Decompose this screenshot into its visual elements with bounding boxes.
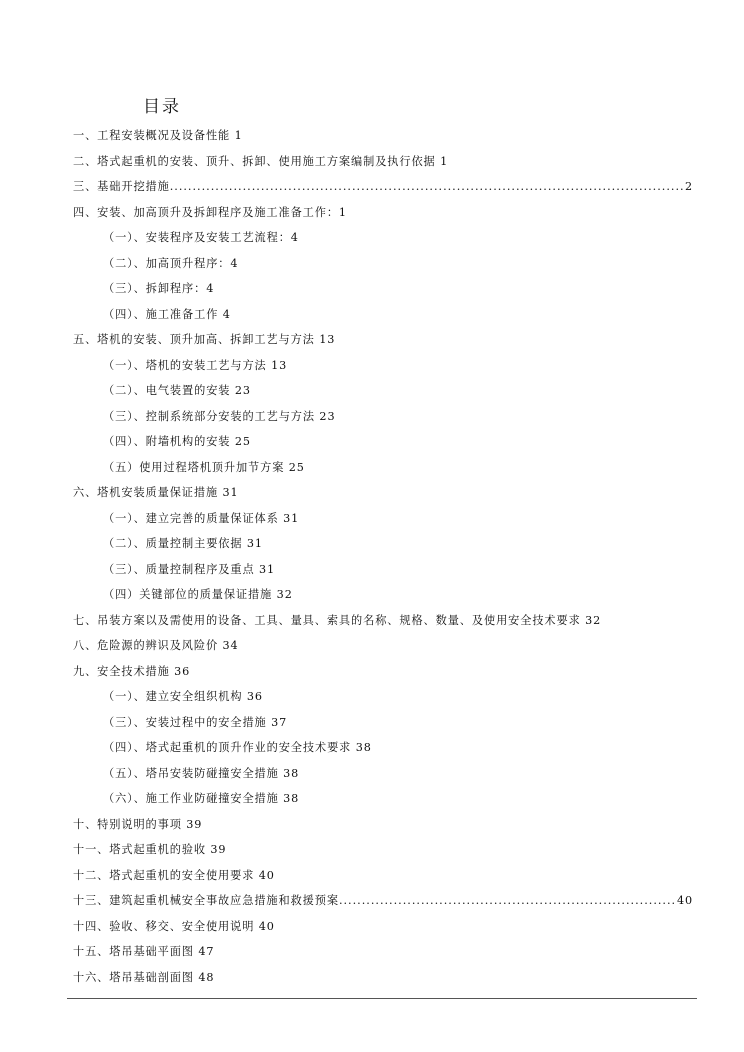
toc-entry[interactable]: 一、工程安装概况及设备性能 1: [73, 129, 243, 142]
toc-entry[interactable]: 十、特别说明的事项 39: [73, 817, 203, 831]
toc-entry-text: 三、基础开挖措施: [73, 180, 170, 193]
toc-entry[interactable]: 二、塔式起重机的安装、顶升、拆卸、使用施工方案编制及执行依据 1: [73, 154, 449, 168]
toc-entry[interactable]: 六、塔机安装质量保证措施 31: [73, 486, 239, 499]
toc-entry[interactable]: [73, 888, 693, 914]
table-of-contents: [73, 123, 693, 990]
toc-entry[interactable]: 九、安全技术措施 36: [73, 664, 191, 678]
toc-page-number: 40: [676, 894, 693, 907]
dot-leader: [170, 174, 684, 200]
toc-subentry[interactable]: （四）、附墙机构的安装 25: [103, 435, 251, 448]
toc-subentry[interactable]: （三）、拆卸程序：4: [103, 282, 215, 295]
toc-subentry[interactable]: （四）、塔式起重机的顶升作业的安全技术要求 38: [103, 741, 372, 754]
toc-entry[interactable]: 五、塔机的安装、顶升加高、拆卸工艺与方法 13: [73, 333, 336, 346]
toc-subentry[interactable]: （一）、建立安全组织机构 36: [103, 690, 263, 703]
toc-subentry[interactable]: （三）、安装过程中的安全措施 37: [103, 715, 288, 729]
toc-entry[interactable]: 十六、塔吊基础剖面图 48: [73, 970, 215, 984]
toc-subentry[interactable]: （一）、建立完善的质量保证体系 31: [103, 511, 300, 525]
page-title: 目录: [143, 97, 181, 117]
toc-entry[interactable]: 七、吊装方案以及需使用的设备、工具、量具、索具的名称、规格、数量、及使用安全技术要求 32: [73, 613, 602, 627]
toc-subentry[interactable]: （一）、安装程序及安装工艺流程：4: [103, 231, 299, 244]
toc-subentry[interactable]: （二）、加高顶升程序：4: [103, 256, 239, 270]
toc-subentry[interactable]: （四）关键部位的质量保证措施 32: [103, 588, 293, 601]
toc-subentry[interactable]: （一）、塔机的安装工艺与方法 13: [103, 358, 288, 372]
toc-entry[interactable]: [73, 174, 693, 200]
toc-subentry[interactable]: （二）、电气装置的安装 23: [103, 384, 251, 397]
toc-subentry[interactable]: （三）、质量控制程序及重点 31: [103, 562, 276, 576]
toc-subentry[interactable]: （四）、施工准备工作 4: [103, 307, 231, 321]
toc-entry[interactable]: 四、安装、加高顶升及拆卸程序及施工准备工作：1: [73, 205, 347, 219]
dot-leader: [339, 888, 676, 914]
toc-entry[interactable]: 十二、塔式起重机的安全使用要求 40: [73, 868, 275, 882]
toc-entry[interactable]: 十五、塔吊基础平面图 47: [73, 945, 215, 958]
toc-subentry[interactable]: （五）使用过程塔机顶升加节方案 25: [103, 460, 305, 474]
toc-subentry[interactable]: （二）、质量控制主要依据 31: [103, 537, 263, 550]
toc-subentry[interactable]: （三）、控制系统部分安装的工艺与方法 23: [103, 409, 336, 423]
toc-entry[interactable]: 十一、塔式起重机的验收 39: [73, 843, 227, 856]
toc-page-number: 2: [684, 180, 693, 193]
toc-subentry[interactable]: （六）、施工作业防碰撞安全措施 38: [103, 792, 300, 805]
toc-entry-text: 十三、建筑起重机械安全事故应急措施和救援预案: [73, 894, 339, 907]
footer-divider: [67, 998, 697, 999]
toc-entry[interactable]: 八、危险源的辨识及风险价 34: [73, 639, 239, 652]
toc-subentry[interactable]: （五）、塔吊安装防碰撞安全措施 38: [103, 766, 300, 780]
toc-entry[interactable]: 十四、验收、移交、安全使用说明 40: [73, 919, 275, 933]
